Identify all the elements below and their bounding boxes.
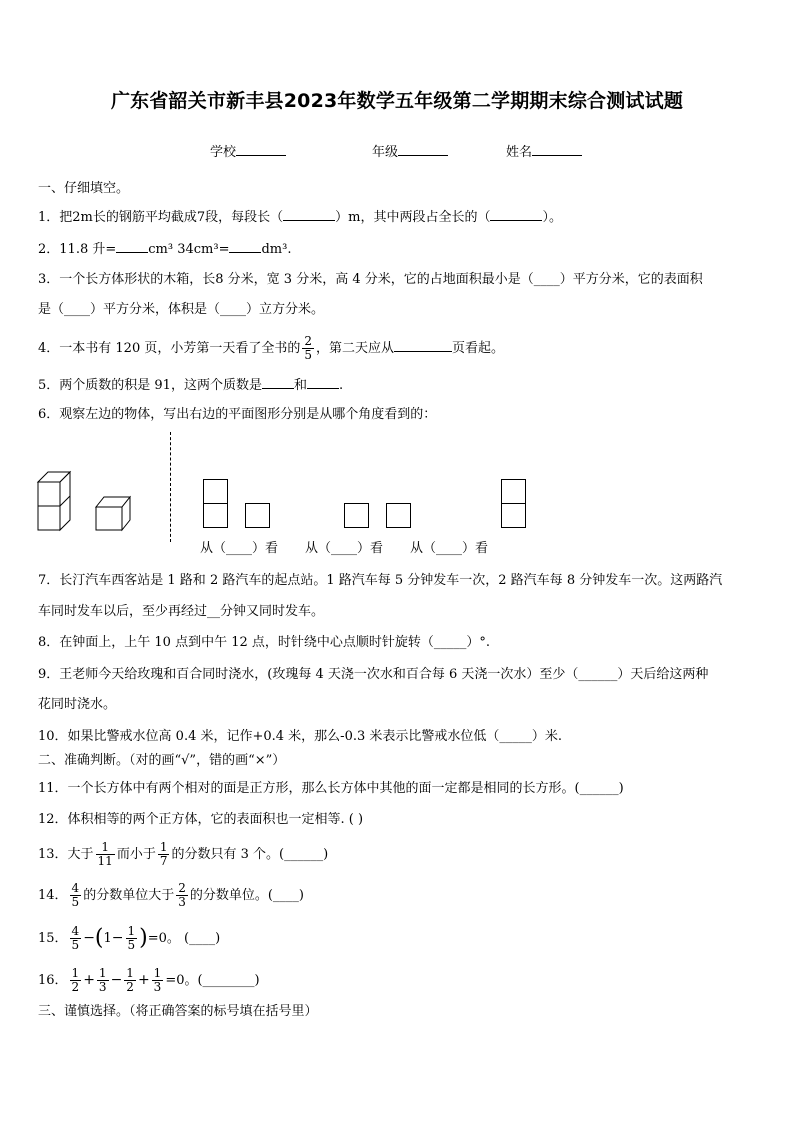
q16-fraction-1: $\frac{1}{2}$ [71,966,80,994]
question-11: 11．一个长方体中有两个相对的面是正方形，那么长方体中其他的面一定都是相同的长方形。(______) [38,781,624,796]
name-field [506,141,582,160]
q13-fraction-1: $\frac{1}{11}$ [97,840,113,868]
q6-view-3-label: 从（____）看 [410,541,489,556]
grade-label: 年级 [372,145,399,160]
q6-view-2-right-square [386,503,411,528]
q14-fraction-2: $\frac{2}{3}$ [178,881,186,909]
q6-view-2-left-square [344,503,369,528]
question-12: 12．体积相等的两个正方体，它的表面积也一定相等. ( ) [38,812,364,827]
q15-right-paren: ) [139,925,148,951]
question-4: 4．一本书有 120 页，小芳第一天看了全书的 $\frac{2}{5}$ ，第二天应从 页看起。 [38,334,505,362]
section-3-heading: 三、谨慎选择。（将正确答案的标号填在括号里） [38,1004,318,1019]
school-field [210,141,286,160]
q6-solid-figures [36,470,136,532]
q6-view-1-bottom-right-square [245,503,270,528]
q15-fraction-2: $\frac{1}{5}$ [127,924,136,952]
q16-fraction-4: $\frac{1}{3}$ [153,966,162,994]
question-7-line-2: 车同时发车以后，至少再经过__分钟又同时发车。 [38,604,325,619]
name-label: 姓名 [506,145,533,160]
question-13: 13．大于 $\frac{1}{11}$ 而小于 $\frac{1}{7}$ 的分数只有 3 个。(______) [38,840,329,868]
question-3-line-1: 3．一个长方体形状的木箱，长8 分米，宽 3 分米，高 4 分米，它的占地面积最小是（____）平方分米，它的表面积 [38,272,703,287]
q6-view-2-label: 从（____）看 [305,541,384,556]
q6-view-1-label: 从（____）看 [200,541,279,556]
q14-fraction-1: $\frac{4}{5}$ [71,881,80,909]
question-2: 2．11.8 升= cm³ 34cm³= dm³. [38,239,291,259]
q5-blank-1[interactable] [262,375,294,389]
question-10: 10．如果比警戒水位高 0.4 米，记作+0.4 米，那么-0.3 米表示比警戒水位低（_____）米. [38,729,563,744]
q16-fraction-2: $\frac{1}{3}$ [98,966,107,994]
school-label: 学校 [210,145,237,160]
q6-view-1-top-square [203,479,228,504]
q6-view-1-bottom-left-square [203,503,228,528]
question-1: 1．把2m长的钢筋平均截成7段，每段长（ ）m，其中两段占全长的（ ）。 [38,207,562,227]
q1-blank-2[interactable] [490,207,542,221]
q5-blank-2[interactable] [307,375,339,389]
question-9-line-1: 9．王老师今天给玫瑰和百合同时浇水，(玫瑰每 4 天浇一次水和百合每 6 天浇一次水）至少（______）天后给这两种 [38,667,709,682]
q2-blank-2[interactable] [229,239,261,253]
question-14: 14． $\frac{4}{5}$ 的分数单位大于 $\frac{2}{3}$ 的分数单位。(____) [38,881,304,909]
section-2-heading: 二、准确判断。（对的画“√”，错的画“×”） [38,753,286,768]
q15-left-paren: ( [94,925,104,951]
q6-view-3-top-square [501,479,526,504]
q4-blank[interactable] [394,338,452,352]
grade-blank[interactable] [398,142,448,156]
q4-fraction: $\frac{2}{5}$ [304,334,312,362]
question-7-line-1: 7．长汀汽车西客站是 1 路和 2 路汽车的起点站。1 路汽车每 5 分钟发车一次，2 路汽车每 8 分钟发车一次。这两路汽 [38,573,723,588]
question-5: 5．两个质数的积是 91，这两个质数是 和 . [38,375,343,395]
page-title: 广东省韶关市新丰县2023年数学五年级第二学期期末综合测试试题 [110,90,684,112]
name-blank[interactable] [532,142,582,156]
question-6: 6．观察左边的物体，写出右边的平面图形分别是从哪个角度看到的： [38,407,437,422]
q6-view-3-bottom-square [501,503,526,528]
question-16: 16． $\frac{1}{2}$ + $\frac{1}{3}$ − $\frac{1}{2}$ + $\frac{1}{3}$ =0。(________) [38,966,260,994]
q2-blank-1[interactable] [116,239,148,253]
question-3-line-2: 是（____）平方分米，体积是（____）立方分米。 [38,302,325,317]
q1-blank-1[interactable] [283,207,335,221]
q16-fraction-3: $\frac{1}{2}$ [126,966,134,994]
question-8: 8．在钟面上，上午 10 点到中午 12 点，时针绕中心点顺时针旋转（_____）°. [38,635,491,650]
grade-field [372,141,448,160]
q6-divider [170,432,171,542]
q15-fraction-1: $\frac{4}{5}$ [71,924,80,952]
question-15: 15． $\frac{4}{5}$ −(1− $\frac{1}{5}$ )=0。 (____) [38,924,221,952]
section-1-heading: 一、仔细填空。 [38,181,130,196]
q13-fraction-2: $\frac{1}{7}$ [159,840,168,868]
question-9-line-2: 花同时浇水。 [38,697,117,712]
school-blank[interactable] [236,142,286,156]
